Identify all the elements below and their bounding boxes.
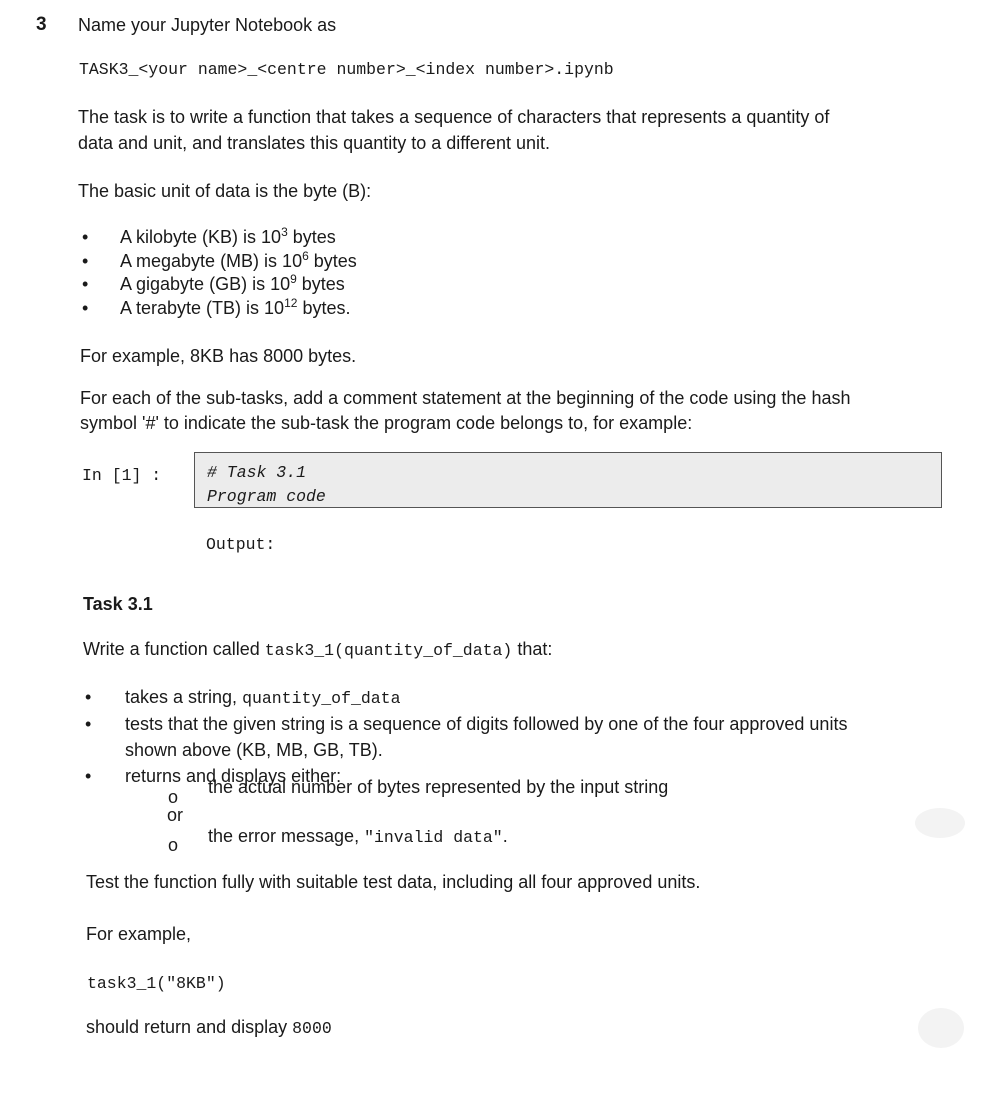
task-heading: Task 3.1 <box>83 594 153 614</box>
bullet-icon: • <box>82 227 89 247</box>
list-item: • takes a string, quantity_of_data <box>85 687 401 708</box>
requirements-list <box>83 685 963 789</box>
bullet-icon: • <box>85 714 92 734</box>
code-line: Program code <box>207 487 326 506</box>
basic-unit-text: The basic unit of data is the byte (B): <box>78 181 372 201</box>
list-item: • A megabyte (MB) is $10^6$ bytes <box>80 250 940 274</box>
output-label: Output: <box>206 535 276 554</box>
list-item: • returns and displays either: <box>83 763 963 789</box>
bullet-icon: • <box>82 297 89 318</box>
bullet-icon: • <box>85 766 92 786</box>
should-return-text: should return and display 8000 <box>86 1017 332 1038</box>
or-text: or <box>167 805 184 825</box>
intro-text: Name your Jupyter Notebook as <box>78 15 337 35</box>
task-description <box>78 104 958 156</box>
task-description-line: The task is to write a function that takes a sequence of characters that represents a quantity of <box>78 107 830 127</box>
expected-output: 8000 <box>292 1019 332 1038</box>
example-bytes-text: For example, 8KB has 8000 bytes. <box>80 346 357 366</box>
comment-instruction: For each of the sub-tasks, add a comment statement at the beginning of the code using the hash symbol '#' to indicate the sub-task the program code belongs to, for example: <box>80 388 851 433</box>
sub-bullet-icon: o <box>168 835 179 855</box>
cell-prompt: In [1] : <box>82 466 162 485</box>
notebook-filename: TASK3_<your name>_<centre number>_<index number>.ipynb <box>79 60 614 79</box>
list-item: • tests that the given string is a sequence of digits followed by one of the four approved units shown above (KB, MB, GB, TB). <box>83 711 963 763</box>
scan-smudge <box>915 808 965 838</box>
list-item: • A kilobyte (KB) is $10^3$ bytes <box>80 226 940 250</box>
list-item: • A gigabyte (GB) is $10^9$ bytes <box>80 273 940 297</box>
write-function-text: Write a function called task3_1(quantity_of_data) that: <box>83 639 553 660</box>
option-bytes: the actual number of bytes represented by the input string <box>208 777 669 797</box>
question-number: 3 <box>36 14 47 35</box>
test-instruction: Test the function fully with suitable test data, including all four approved units. <box>86 872 701 892</box>
bullet-icon: • <box>82 274 89 294</box>
units-list <box>80 226 940 320</box>
function-signature: task3_1(quantity_of_data) <box>264 641 513 660</box>
scan-smudge <box>918 1008 964 1048</box>
example-call: task3_1("8KB") <box>87 974 226 993</box>
sub-bullet-icon: o <box>168 787 179 807</box>
for-example-text: For example, <box>86 924 192 944</box>
code-cell <box>194 452 942 508</box>
option-error: the error message, "invalid data". <box>208 826 508 847</box>
code-line: # Task 3.1 <box>207 463 307 482</box>
bullet-icon: • <box>82 250 89 271</box>
bullet-icon: • <box>85 687 92 707</box>
task-description-line: data and unit, and translates this quantity to a different unit. <box>78 133 550 153</box>
list-item: • A terabyte (TB) is $10^{12}$ bytes. <box>80 297 940 321</box>
